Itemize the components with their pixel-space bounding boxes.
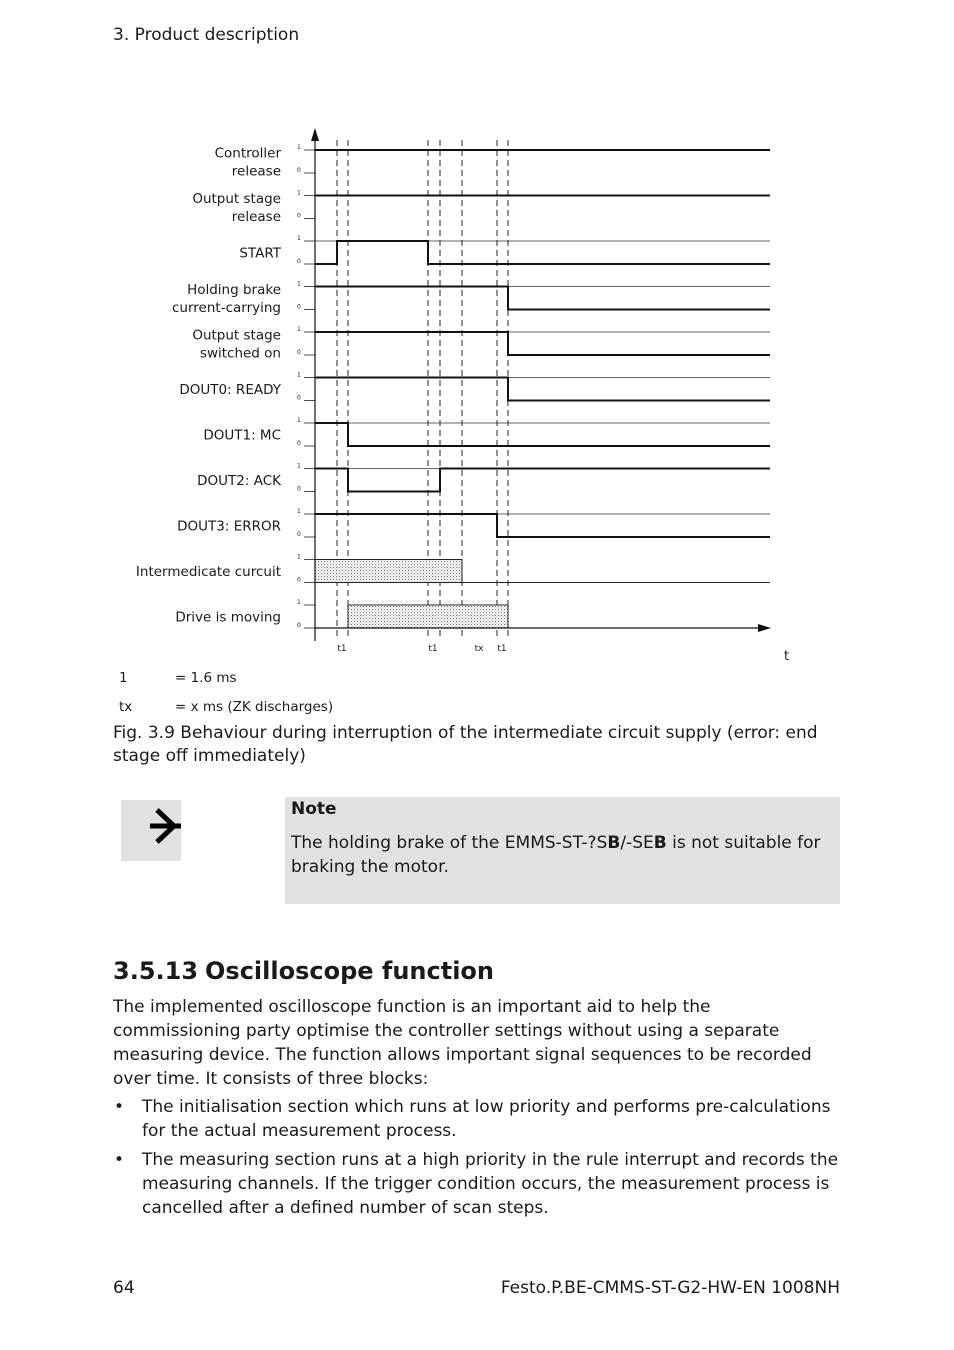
time-axis-arrow — [758, 624, 771, 632]
level-label: 1 — [297, 326, 301, 333]
list-item — [113, 1095, 843, 1143]
level-label: 0 — [297, 531, 301, 538]
level-label: 0 — [297, 303, 301, 311]
level-label: 0 — [297, 258, 301, 265]
level-label: 0 — [297, 349, 301, 356]
level-label: 0 — [297, 622, 301, 629]
level-label: 1 — [297, 599, 301, 606]
legend-value-1: = 1.6 ms — [175, 670, 237, 686]
running-header: 3. Product description — [113, 25, 300, 45]
section-heading — [113, 957, 494, 985]
signal-trace — [315, 378, 770, 401]
section-number: 3.5.13 — [113, 957, 199, 985]
bullet-text: The initialisation section which runs at low priority and performs pre-calculations for the actual measurement process. — [142, 1097, 831, 1141]
level-label: 1 — [297, 553, 301, 561]
signal-name-label: Drive is moving — [175, 609, 281, 626]
signal-trace — [315, 423, 770, 446]
signal-name-label: DOUT1: MC — [203, 427, 281, 444]
signal-name-label: DOUT2: ACK — [197, 473, 281, 489]
level-label: 1 — [297, 508, 301, 515]
section-title: Oscilloscope function — [205, 957, 495, 985]
signal-name-label: Output stage — [192, 327, 281, 344]
signal-name-label: release — [231, 209, 281, 225]
note-text: The holding brake of the EMMS-ST-?SB/-SEB is not suitable for braking the motor. — [291, 833, 821, 877]
section-paragraph: The implemented oscilloscope function is an important aid to help the commissioning party optimise the controller settings without using a separate measuring device. The function allows important signal sequences to be recorded over time. It consists of three blocks: — [113, 997, 812, 1089]
signal-name-label: Intermedicate curcuit — [135, 564, 281, 580]
bullet-list — [113, 1095, 843, 1225]
level-label: 0 — [297, 485, 301, 493]
signal-trace — [315, 469, 770, 492]
legend-value-tx: = x ms (ZK discharges) — [175, 699, 334, 715]
y-axis-arrow — [311, 128, 319, 141]
level-label: 1 — [297, 144, 301, 151]
signal-name-label: Holding brake — [187, 282, 281, 298]
time-mark-label: tx — [474, 644, 484, 654]
list-item — [113, 1148, 843, 1220]
signal-name-label: Output stage — [192, 191, 281, 207]
signal-name-label: DOUT3: ERROR — [177, 518, 281, 535]
level-label: 0 — [297, 576, 301, 584]
level-label: 0 — [297, 394, 301, 402]
time-mark-label: t1 — [497, 644, 507, 654]
arrow-right-icon — [121, 800, 181, 861]
level-label: 1 — [297, 371, 301, 379]
signal-trace — [315, 287, 770, 310]
signal-name-label: DOUT0: READY — [179, 382, 281, 398]
signal-trace — [315, 332, 770, 355]
level-label: 1 — [297, 235, 301, 242]
signal-trace — [315, 514, 770, 537]
level-label: 0 — [297, 212, 301, 220]
level-label: 1 — [297, 417, 301, 424]
signal-name-label: START — [239, 245, 281, 262]
bullet-marker: • — [114, 1097, 125, 1117]
time-axis-label: t — [784, 649, 790, 664]
signal-name-label: Controller — [214, 145, 281, 162]
signal-name-label: current-carrying — [172, 300, 281, 316]
legend-key-1: 1 — [119, 670, 128, 686]
page-number: 64 — [113, 1278, 135, 1298]
bullet-marker: • — [114, 1150, 125, 1170]
level-label: 0 — [297, 440, 301, 447]
level-label: 1 — [297, 189, 301, 197]
signal-name-label: switched on — [199, 345, 281, 362]
legend-key-tx: tx — [119, 699, 133, 715]
level-label: 1 — [297, 462, 301, 470]
note-box — [285, 797, 840, 904]
signal-traces — [315, 150, 770, 628]
signal-name-label: release — [231, 163, 281, 180]
note-title: Note — [291, 799, 337, 819]
bullet-text: The measuring section runs at a high priority in the rule interrupt and records the measuring channels. If the trigger condition occurs, the measurement process is cancelled after a defined number of scan steps. — [142, 1150, 839, 1218]
level-label: 0 — [297, 167, 301, 174]
document-id: Festo.P.BE-CMMS-ST-G2-HW-EN 1008NH — [500, 1278, 840, 1298]
signal-trace — [315, 241, 770, 264]
note-icon-box — [121, 800, 181, 861]
time-mark-label: t1 — [428, 644, 438, 654]
signal-active-region — [348, 605, 508, 628]
signal-active-region — [315, 560, 462, 583]
level-label: 1 — [297, 280, 301, 288]
figure-caption: Fig. 3.9 Behaviour during interruption of the intermediate circuit supply (error: end stage off immediately) — [113, 723, 818, 766]
time-mark-label: t1 — [337, 644, 347, 654]
